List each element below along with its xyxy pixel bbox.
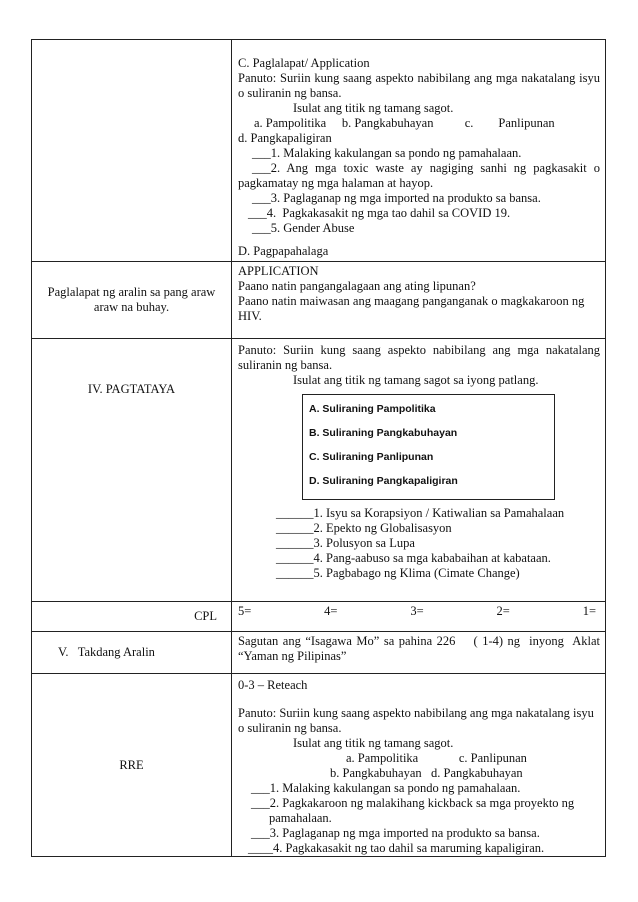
row-pagtataya-right [232, 339, 606, 602]
choices-line-2: b. Pangkabuhayan d. Pangkabuhayan [330, 766, 523, 780]
item: ___1. Malaking kakulangan sa pondo ng pamahalaan. [252, 146, 522, 160]
row-takdang-aralin [32, 632, 606, 674]
choices-box [302, 394, 555, 500]
row-application-left [32, 40, 232, 262]
sub-instruction: Isulat ang titik ng tamang sagot. [293, 101, 454, 115]
score-5: 5= [238, 604, 252, 618]
application-title: APPLICATION [238, 264, 319, 278]
item: ______2. Epekto ng Globalisasyon [276, 521, 452, 535]
choice-a: A. Suliraning Pampolitika [309, 403, 436, 415]
choice-c: C. Suliraning Panlipunan [309, 451, 434, 463]
lesson-plan-table [31, 39, 606, 857]
choices-line-1: a. Pampolitika c. Panlipunan [346, 751, 527, 765]
item: ______3. Polusyon sa Lupa [276, 536, 415, 550]
row-paglalapat-right [232, 262, 606, 339]
row-application [32, 40, 606, 262]
row-pagtataya-left [32, 339, 232, 602]
item: ______1. Isyu sa Korapsiyon / Katiwalian sa Pamahalaan [276, 506, 565, 520]
row-rre-right [232, 674, 606, 857]
row-application-right [232, 40, 606, 262]
item: ___3. Paglaganap ng mga imported na produkto sa bansa. [251, 826, 540, 840]
sub-instruction: Isulat ang titik ng tamang sagot. [293, 736, 454, 750]
row-cpl-left [32, 602, 232, 632]
rre-label: RRE [119, 757, 144, 772]
row-rre [32, 674, 606, 857]
instruction: Panuto: Suriin kung saang aspekto nabibilang ang mga nakatalang isyu o suliranin ng bansa. [238, 71, 600, 100]
pagtataya-label: IV. PAGTATAYA [87, 382, 176, 396]
score-1: 1= [582, 604, 596, 618]
question-1: Paano natin pangangalagaan ang ating lipunan? [238, 279, 476, 293]
question-2: Paano natin maiwasan ang maagang panganganak o magkakaroon ng HIV. [238, 294, 585, 323]
row-paglalapat [32, 262, 606, 339]
item: ____4. Pagkakasakit ng tao dahil sa maruming kapaligiran. [248, 841, 545, 855]
instruction: Panuto: Suriin kung saang aspekto nabibilang ang mga nakatalang isyu o suliranin ng bansa. [238, 706, 594, 735]
item: ___4. Pagkakasakit ng mga tao dahil sa COVID 19. [248, 206, 511, 220]
paglalapat-label: Paglalapat ng aralin sa pang araw araw na buhay. [47, 285, 216, 314]
row-paglalapat-left [32, 262, 232, 339]
sub-instruction: Isulat ang titik ng tamang sagot sa iyong patlang. [293, 373, 539, 387]
score-4: 4= [324, 604, 338, 618]
section-c-heading: C. Paglalapat/ Application [238, 56, 370, 70]
cpl-label: CPL [194, 609, 217, 623]
score-row [238, 604, 600, 619]
instruction: Panuto: Suriin kung saang aspekto nabibilang ang mga nakatalang suliranin ng bansa. [238, 343, 600, 372]
reteach-heading: 0-3 – Reteach [238, 678, 308, 692]
row-cpl-right [232, 602, 606, 632]
choice-d: D. Suliraning Pangkapaligiran [309, 475, 458, 487]
item: ___2. Ang mga toxic waste ay nagiging sanhi ng pagkasakit o pagkamatay ng mga halaman at hayop. [238, 161, 600, 190]
row-takdang-right [232, 632, 606, 674]
section-d-heading: D. Pagpapahalaga [238, 244, 329, 258]
score-3: 3= [410, 604, 424, 618]
assignment-text: Sagutan ang “Isagawa Mo” sa pahina 226 ( 1-4) ng inyong Aklat “Yaman ng Pilipinas” [238, 634, 604, 663]
score-2: 2= [496, 604, 510, 618]
choice-d: d. Pangkapaligiran [238, 131, 332, 145]
row-takdang-left [32, 632, 232, 674]
item: ___1. Malaking kakulangan sa pondo ng pamahalaan. [251, 781, 521, 795]
item: ___5. Gender Abuse [252, 221, 355, 235]
row-rre-left [32, 674, 232, 857]
takdang-aralin-label: V. Takdang Aralin [58, 645, 155, 659]
item: ___3. Paglaganap ng mga imported na produkto sa bansa. [252, 191, 541, 205]
item: ______5. Pagbabago ng Klima (Cimate Change) [276, 566, 520, 580]
item-list [238, 506, 600, 581]
item: ___2. Pagkakaroon ng malakihang kickback sa mga proyekto ng pamahalaan. [251, 796, 575, 825]
row-cpl [32, 602, 606, 632]
item: ______4. Pang-aabuso sa mga kababaihan at kabataan. [276, 551, 551, 565]
choice-b: B. Suliraning Pangkabuhayan [309, 427, 458, 439]
row-pagtataya [32, 339, 606, 602]
choices-line: a. Pampolitika b. Pangkabuhayan c. Panlipunan [254, 116, 555, 130]
